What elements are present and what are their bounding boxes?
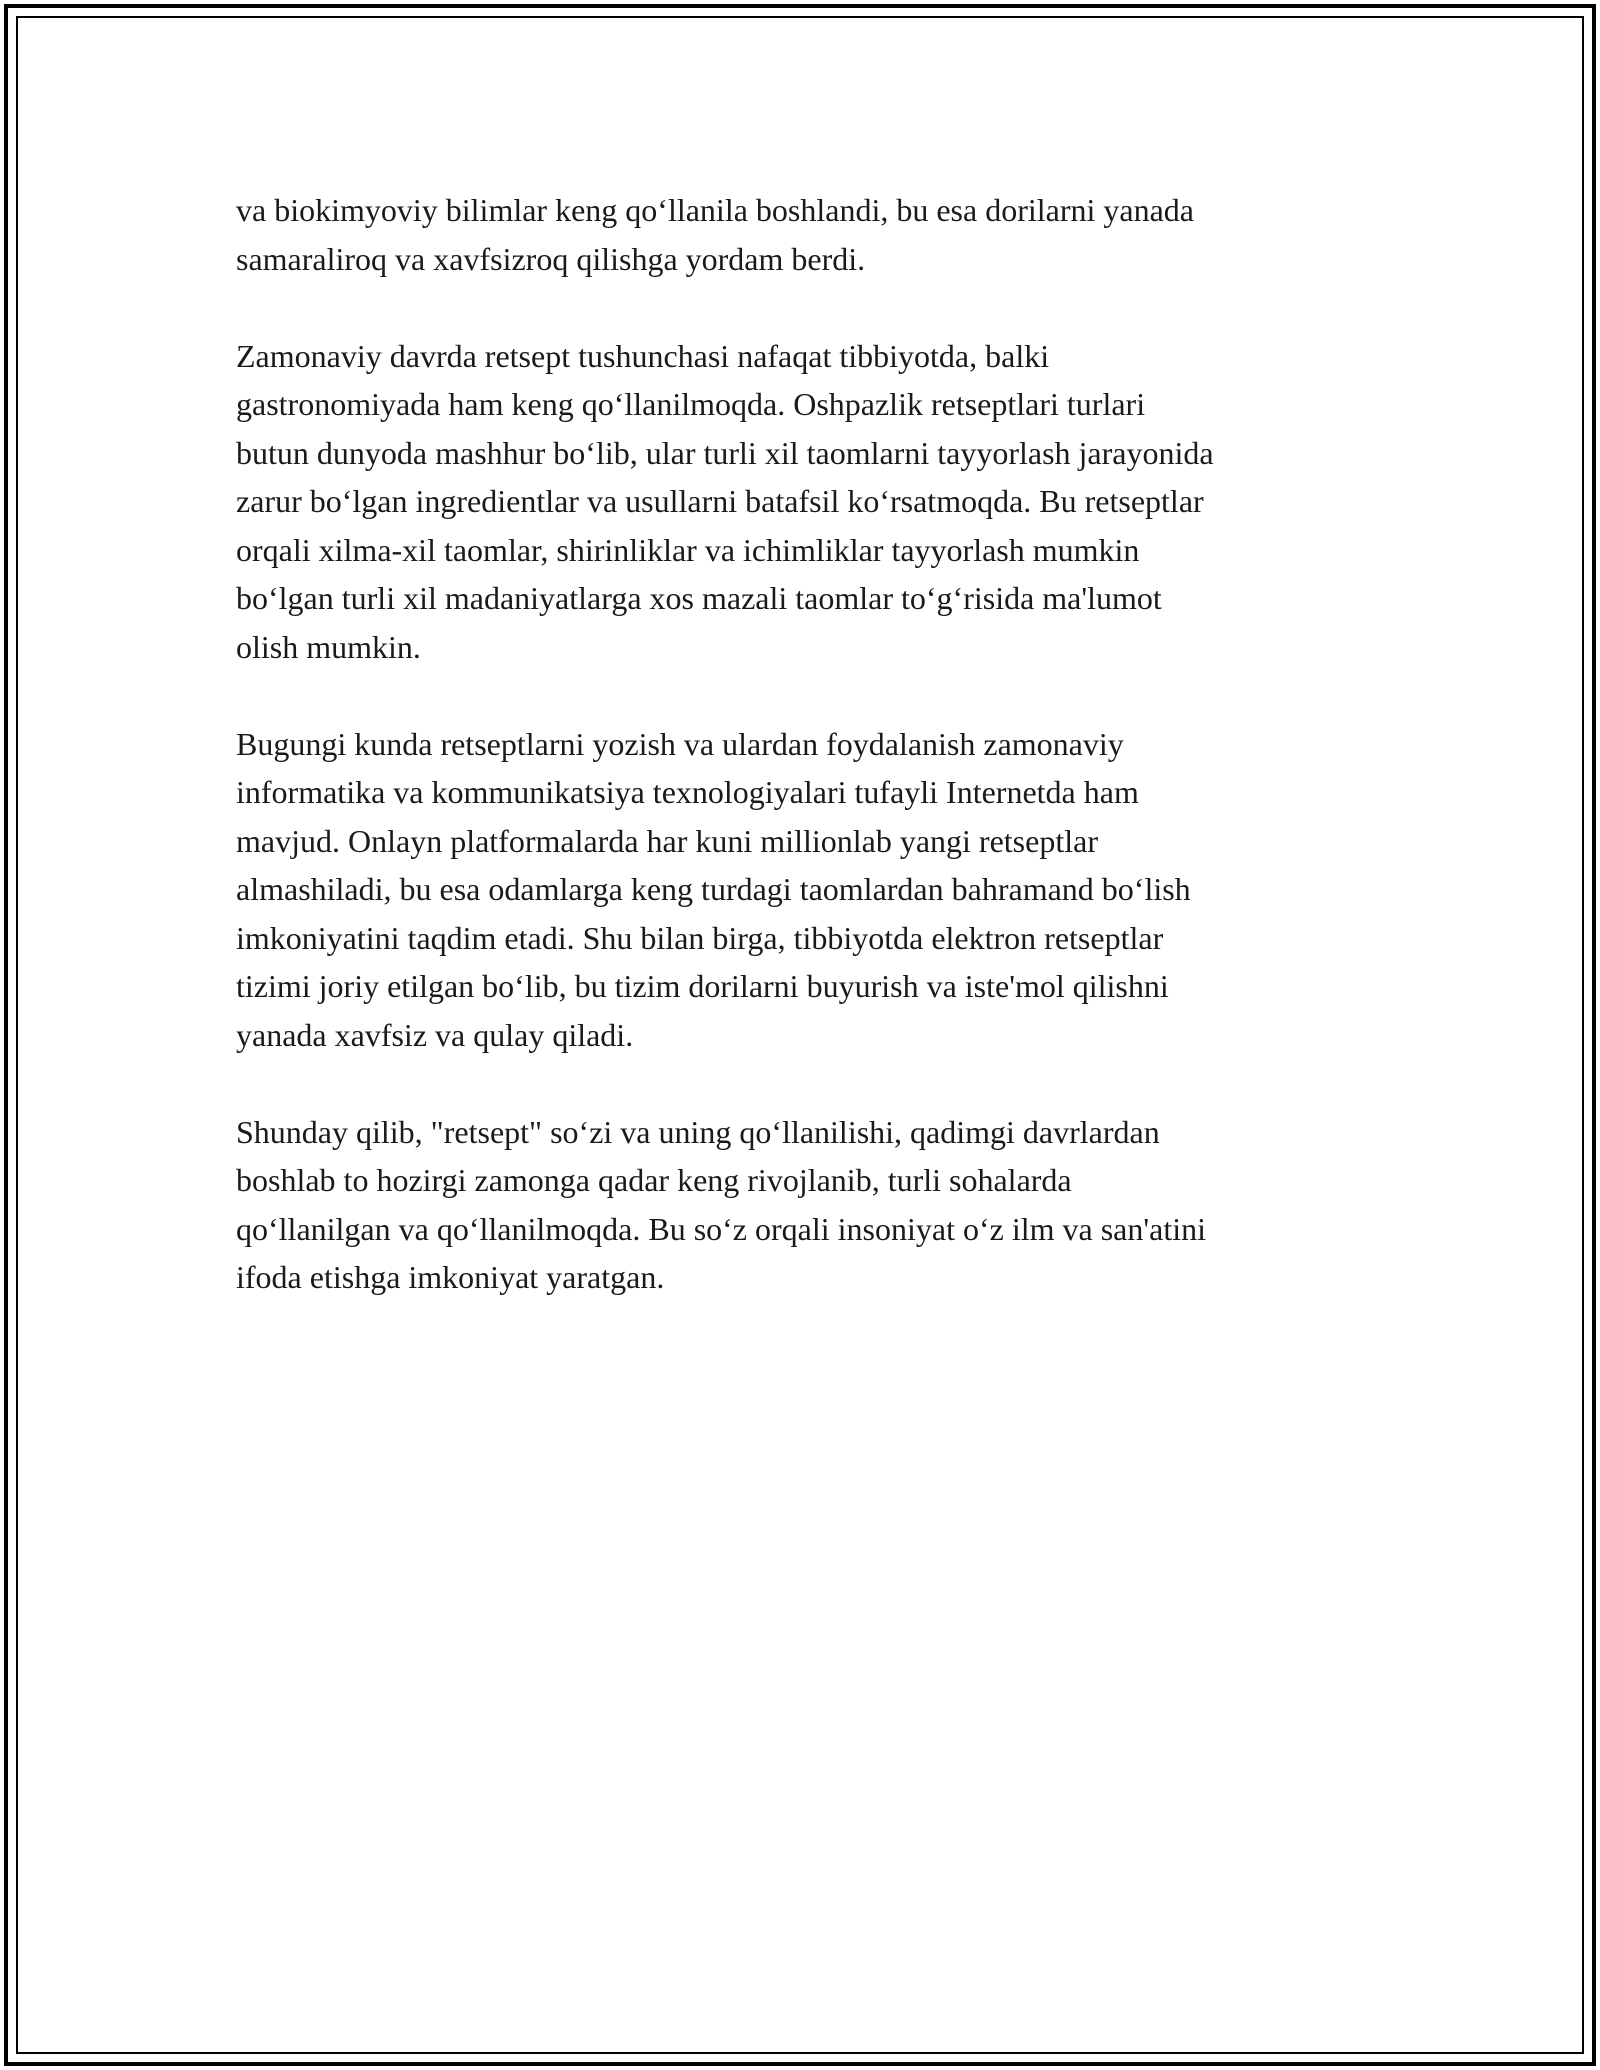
text-line: va biokimyoviy bilimlar keng qo‘llanila boshlandi, bu esa dorilarni yanada (236, 192, 1194, 228)
text-line: Zamonaviy davrda retsept tushunchasi nafaqat tibbiyotda, balki (236, 337, 1050, 374)
text-line: imkoniyatini taqdim etadi. Shu bilan birga, tibbiyotda elektron retseptlar (236, 919, 1164, 956)
text-line: informatika va kommunikatsiya texnologiyalari tufayli Internetda ham (236, 774, 1139, 810)
text-line: ifoda etishga imkoniyat yaratgan. (236, 1259, 665, 1295)
text-line: Shunday qilib, "retsept" so‘zi va uning qo‘llanilishi, qadimgi davrlardan (236, 1113, 1160, 1150)
document-body (236, 186, 1366, 1350)
text-line: Bugungi kunda retseptlarni yozish va ulardan foydalanish zamonaviy (236, 725, 1124, 762)
text-line: qo‘llanilgan va qo‘llanilmoqda. Bu so‘z orqali insoniyat o‘z ilm va san'atini (236, 1210, 1206, 1247)
paragraph-4 (236, 1108, 1366, 1302)
text-line: bo‘lgan turli xil madaniyatlarga xos mazali taomlar to‘g‘risida ma'lumot (236, 580, 1162, 616)
text-line: butun dunyoda mashhur bo‘lib, ular turli xil taomlarni tayyorlash jarayonida (236, 434, 1214, 471)
text-line: gastronomiyada ham keng qo‘llanilmoqda. Oshpazlik retseptlari turlari (236, 386, 1146, 422)
text-line: samaraliroq va xavfsizroq qilishga yordam berdi. (236, 240, 866, 277)
text-line: boshlab to hozirgi zamonga qadar keng rivojlanib, turli sohalarda (236, 1162, 1072, 1198)
text-line: tizimi joriy etilgan bo‘lib, bu tizim dorilarni buyurish va iste'mol qilishni (236, 968, 1169, 1004)
text-line: mavjud. Onlayn platformalarda har kuni millionlab yangi retseptlar (236, 822, 1098, 859)
text-line: yanada xavfsiz va qulay qiladi. (236, 1016, 634, 1053)
text-line: olish mumkin. (236, 628, 421, 665)
text-line: zarur bo‘lgan ingredientlar va usullarni batafsil ko‘rsatmoqda. Bu retseptlar (236, 483, 1204, 519)
paragraph-1 (236, 186, 1366, 283)
text-line: almashiladi, bu esa odamlarga keng turdagi taomlardan bahramand bo‘lish (236, 871, 1191, 907)
paragraph-3 (236, 720, 1366, 1060)
paragraph-2 (236, 332, 1366, 672)
text-line: orqali xilma-xil taomlar, shirinliklar va ichimliklar tayyorlash mumkin (236, 531, 1140, 568)
